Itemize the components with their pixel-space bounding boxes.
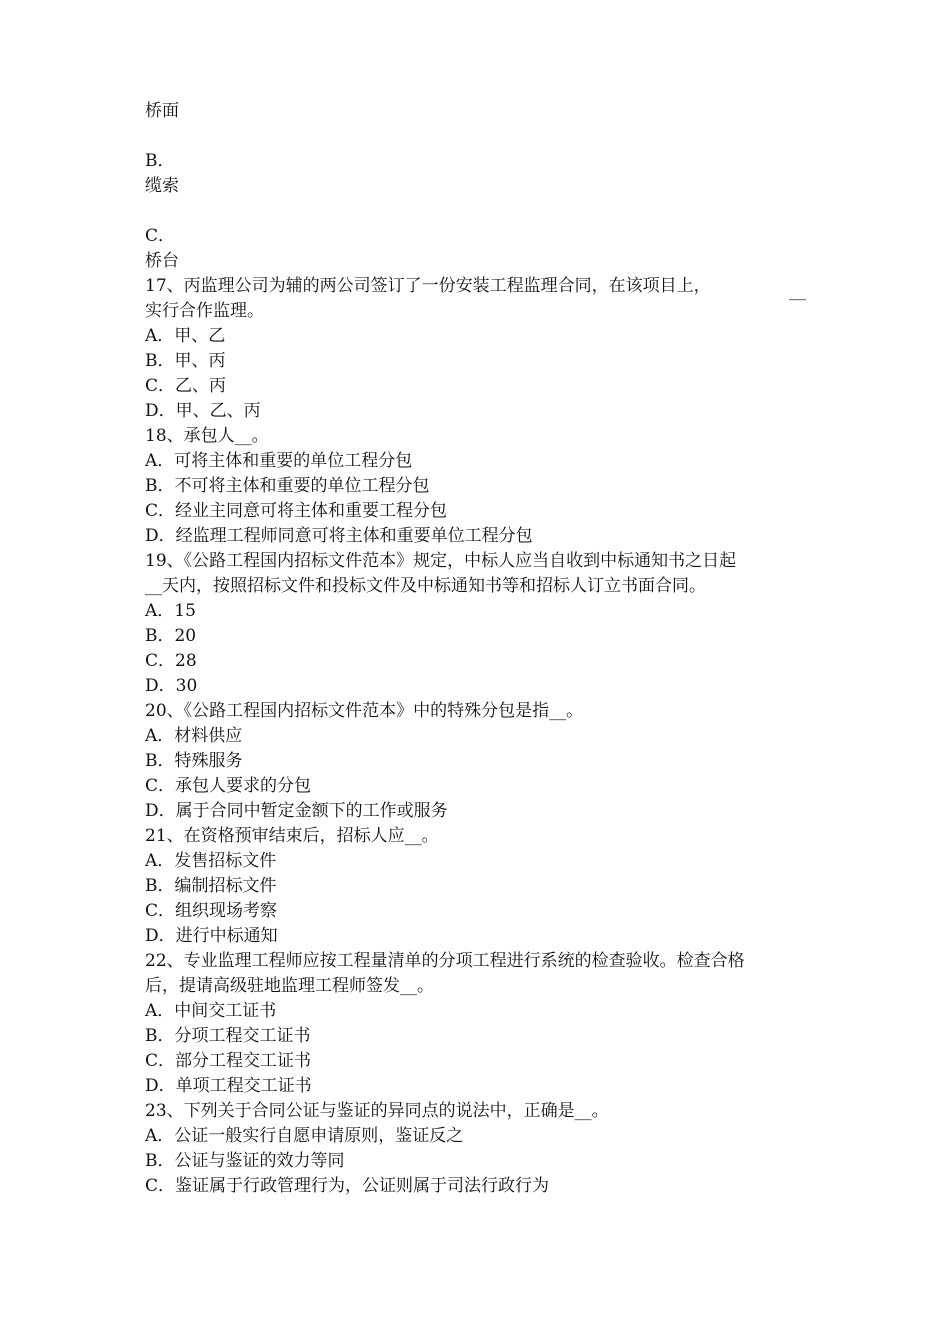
q22-option-d: D．单项工程交工证书 [145,1076,312,1096]
q22-option-c: C．部分工程交工证书 [145,1051,312,1071]
q20-option-b: B．特殊服务 [145,751,243,771]
q19-option-c: C．28 [145,651,197,671]
q17-option-d: D．甲、乙、丙 [145,401,261,421]
option-label-b: B． [145,151,175,171]
question-17-line-2: 实行合作监理。 [145,301,264,321]
q17-option-a: A．甲、乙 [145,326,226,346]
q21-option-d: D．进行中标通知 [145,926,278,946]
q18-option-d: D．经监理工程师同意可将主体和重要单位工程分包 [145,526,533,546]
question-17-line-1: 17、丙监理公司为辅的两公司签订了一份安装工程监理合同，在该项目上， [145,276,711,296]
option-text-bridge-deck: 桥面 [145,101,179,121]
q17-option-b: B．甲、丙 [145,351,226,371]
q20-option-c: C．承包人要求的分包 [145,776,312,796]
q18-option-a: A．可将主体和重要的单位工程分包 [145,451,413,471]
question-17-blank: __ [789,281,806,301]
question-18: 18、承包人__。 [145,426,269,446]
question-20: 20、《公路工程国内招标文件范本》中的特殊分包是指__。 [145,701,584,721]
q22-option-a: A．中间交工证书 [145,1001,277,1021]
question-21: 21、在资格预审结束后，招标人应__。 [145,826,439,846]
q23-option-a: A．公证一般实行自愿申请原则，鉴证反之 [145,1126,464,1146]
question-23: 23、下列关于合同公证与鉴证的异同点的说法中，正确是__。 [145,1101,609,1121]
q20-option-d: D．属于合同中暂定金额下的工作或服务 [145,801,448,821]
question-19-line-2: __天内，按照招标文件和投标文件及中标通知书等和招标人订立书面合同。 [145,576,706,596]
option-text-cable: 缆索 [145,176,179,196]
q19-option-d: D．30 [145,676,198,696]
q21-option-c: C．组织现场考察 [145,901,278,921]
question-22-line-2: 后，提请高级驻地监理工程师签发__。 [145,976,434,996]
q21-option-b: B．编制招标文件 [145,876,277,896]
option-label-c: C． [145,226,176,246]
q22-option-b: B．分项工程交工证书 [145,1026,311,1046]
q19-option-a: A．15 [145,601,196,621]
question-19-line-1: 19、《公路工程国内招标文件范本》规定，中标人应当自收到中标通知书之日起 [145,551,737,571]
question-22-line-1: 22、专业监理工程师应按工程量清单的分项工程进行系统的检查验收。检查合格 [145,951,745,971]
q17-option-c: C．乙、丙 [145,376,227,396]
q20-option-a: A．材料供应 [145,726,243,746]
q18-option-c: C．经业主同意可将主体和重要工程分包 [145,501,448,521]
option-text-abutment: 桥台 [145,251,179,271]
q19-option-b: B．20 [145,626,197,646]
q23-option-c: C．鉴证属于行政管理行为，公证则属于司法行政行为 [145,1176,550,1196]
q23-option-b: B．公证与鉴证的效力等同 [145,1151,345,1171]
q18-option-b: B．不可将主体和重要的单位工程分包 [145,476,430,496]
q21-option-a: A．发售招标文件 [145,851,277,871]
